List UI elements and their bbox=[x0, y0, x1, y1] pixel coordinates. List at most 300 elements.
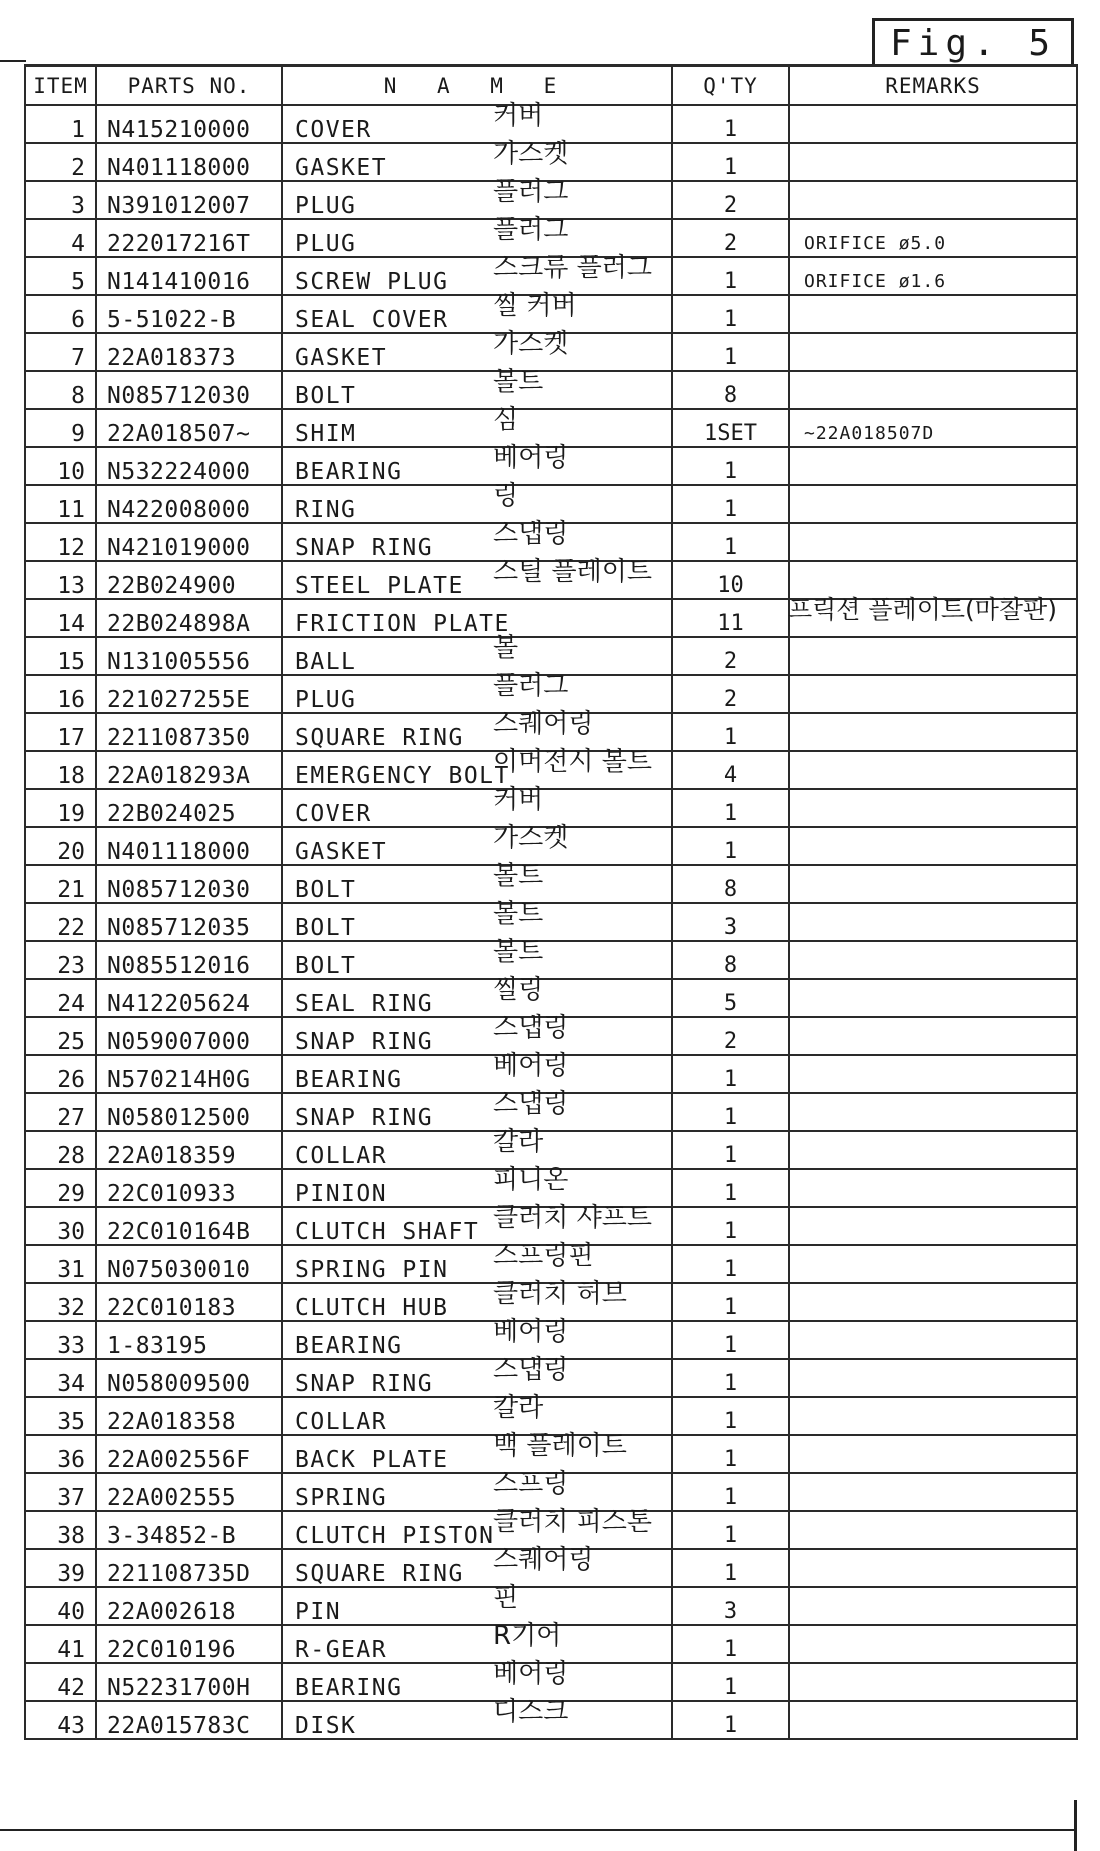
part-name bbox=[282, 1621, 672, 1663]
item-number bbox=[25, 219, 96, 257]
part-number-text: N401118000 bbox=[107, 839, 251, 865]
item-number-text: 42 bbox=[57, 1675, 85, 1701]
part-number-text: 22C010164B bbox=[107, 1219, 251, 1245]
remarks-text: ORIFICE ø1.6 bbox=[804, 271, 947, 292]
part-number bbox=[96, 523, 282, 561]
part-name bbox=[282, 1583, 672, 1625]
table-row bbox=[25, 1663, 1077, 1701]
korean-name: 스냅링 bbox=[493, 519, 569, 549]
part-name bbox=[282, 443, 672, 485]
part-number-text: N059007000 bbox=[107, 1029, 251, 1055]
table-row bbox=[25, 751, 1077, 789]
part-name bbox=[282, 1545, 672, 1587]
item-number-text: 11 bbox=[57, 497, 85, 523]
table-row bbox=[25, 637, 1077, 675]
quantity bbox=[672, 447, 789, 485]
item-number bbox=[25, 523, 96, 561]
part-number-text: N415210000 bbox=[107, 117, 251, 143]
item-number bbox=[25, 941, 96, 979]
part-name bbox=[282, 709, 672, 751]
part-name-text: PLUG bbox=[295, 231, 357, 257]
item-number bbox=[25, 257, 96, 295]
item-number bbox=[25, 1093, 96, 1131]
remarks bbox=[789, 1701, 1077, 1739]
item-number-text: 33 bbox=[57, 1333, 85, 1359]
part-name-text: SEAL COVER bbox=[295, 307, 449, 333]
korean-name: 스프링 bbox=[493, 1469, 569, 1499]
item-number-text: 39 bbox=[57, 1561, 85, 1587]
item-number bbox=[25, 1283, 96, 1321]
part-number-text: 22B024898A bbox=[107, 611, 251, 637]
item-number-text: 16 bbox=[57, 687, 85, 713]
table-row bbox=[25, 447, 1077, 485]
header-remarks: REMARKS bbox=[789, 66, 1077, 106]
part-number-text: 22B024900 bbox=[107, 573, 237, 599]
remarks bbox=[789, 1055, 1077, 1093]
item-number bbox=[25, 1397, 96, 1435]
part-name-text: SNAP RING bbox=[295, 1371, 434, 1397]
table-row bbox=[25, 1397, 1077, 1435]
part-number-text: 5-51022-B bbox=[107, 307, 237, 333]
remarks bbox=[789, 1587, 1077, 1625]
item-number-text: 8 bbox=[71, 383, 85, 409]
part-number-text: N52231700H bbox=[107, 1675, 251, 1701]
table-row bbox=[25, 181, 1077, 219]
remarks bbox=[789, 105, 1077, 143]
part-number-text: 22B024025 bbox=[107, 801, 237, 827]
part-name bbox=[282, 1317, 672, 1359]
quantity bbox=[672, 371, 789, 409]
quantity bbox=[672, 1359, 789, 1397]
quantity bbox=[672, 561, 789, 599]
korean-name: 이머전시 볼트 bbox=[493, 747, 652, 777]
part-name bbox=[282, 633, 672, 675]
item-number-text: 2 bbox=[71, 155, 85, 181]
korean-name: 스퀘어링 bbox=[493, 1545, 594, 1575]
item-number bbox=[25, 1587, 96, 1625]
remarks bbox=[788, 595, 1077, 637]
korean-name: 플러그 bbox=[493, 177, 569, 207]
item-number-text: 10 bbox=[57, 459, 85, 485]
part-number bbox=[96, 1169, 282, 1207]
part-name bbox=[282, 101, 672, 143]
part-number bbox=[96, 637, 282, 675]
part-name-text: SQUARE RING bbox=[295, 725, 464, 751]
item-number-text: 41 bbox=[57, 1637, 85, 1663]
remarks bbox=[789, 827, 1077, 865]
quantity-text: 1 bbox=[723, 117, 738, 142]
quantity-text: 1 bbox=[723, 459, 738, 484]
remarks bbox=[789, 1473, 1077, 1511]
quantity bbox=[672, 1701, 789, 1739]
part-name bbox=[282, 329, 672, 371]
part-name bbox=[282, 1279, 672, 1321]
figure-label: Fig. 5 bbox=[872, 18, 1074, 64]
korean-name: 스퀘어링 bbox=[493, 709, 594, 739]
header-item: ITEM bbox=[25, 66, 96, 106]
part-number bbox=[96, 789, 282, 827]
part-name-text: GASKET bbox=[295, 839, 388, 865]
part-name bbox=[282, 671, 672, 713]
item-number-text: 18 bbox=[57, 763, 85, 789]
part-number bbox=[96, 1207, 282, 1245]
quantity-text: 3 bbox=[723, 1599, 738, 1624]
item-number bbox=[25, 105, 96, 143]
quantity bbox=[672, 827, 789, 865]
item-number-text: 29 bbox=[57, 1181, 85, 1207]
quantity bbox=[672, 941, 789, 979]
table-row bbox=[25, 1207, 1077, 1245]
item-number bbox=[25, 333, 96, 371]
korean-name: 칼라 bbox=[493, 1393, 544, 1423]
quantity bbox=[672, 1207, 789, 1245]
remarks bbox=[789, 1207, 1077, 1245]
part-number-text: N058012500 bbox=[107, 1105, 251, 1131]
part-name-text: SCREW PLUG bbox=[295, 269, 449, 295]
remarks bbox=[789, 1131, 1077, 1169]
remarks bbox=[789, 561, 1077, 599]
korean-name: 커버 bbox=[493, 101, 544, 131]
part-name-text: SQUARE RING bbox=[295, 1561, 464, 1587]
korean-name: 베어링 bbox=[493, 443, 569, 473]
item-number bbox=[25, 1321, 96, 1359]
table-row bbox=[25, 1549, 1077, 1587]
korean-name: 디스크 bbox=[493, 1697, 569, 1727]
item-number bbox=[25, 371, 96, 409]
quantity bbox=[672, 295, 789, 333]
quantity-text: 10 bbox=[717, 573, 744, 598]
item-number-text: 7 bbox=[71, 345, 85, 371]
item-number bbox=[25, 1055, 96, 1093]
part-name-text: PLUG bbox=[295, 687, 357, 713]
part-name bbox=[282, 1241, 672, 1283]
part-number-text: 22A018359 bbox=[107, 1143, 237, 1169]
part-name-text: EMERGENCY BOLT bbox=[295, 763, 510, 789]
korean-remarks: 프릭션 플레이트(마찰판) bbox=[788, 595, 1057, 624]
part-name bbox=[282, 253, 672, 295]
part-name bbox=[282, 1355, 672, 1397]
quantity-text: 4 bbox=[723, 763, 738, 788]
table-header-row bbox=[25, 66, 1077, 106]
table-row bbox=[25, 1169, 1077, 1207]
part-number-text: 2211087350 bbox=[107, 725, 251, 751]
part-number-text: N422008000 bbox=[107, 497, 251, 523]
quantity-text: 1 bbox=[723, 1143, 738, 1168]
part-number bbox=[96, 1473, 282, 1511]
remarks bbox=[789, 865, 1077, 903]
quantity-text: 5 bbox=[723, 991, 738, 1016]
quantity-text: 1 bbox=[723, 307, 738, 332]
table-row bbox=[25, 257, 1077, 295]
part-number-text: N570214H0G bbox=[107, 1067, 251, 1093]
item-number-text: 3 bbox=[71, 193, 85, 219]
korean-name: 베어링 bbox=[493, 1659, 569, 1689]
quantity bbox=[672, 903, 789, 941]
part-number-text: N141410016 bbox=[107, 269, 251, 295]
part-name bbox=[282, 1431, 672, 1473]
quantity bbox=[672, 1511, 789, 1549]
part-name bbox=[282, 139, 672, 181]
remarks bbox=[789, 1359, 1077, 1397]
part-name-text: RING bbox=[295, 497, 357, 523]
part-number bbox=[96, 903, 282, 941]
part-name bbox=[282, 1697, 672, 1739]
remarks bbox=[789, 675, 1077, 713]
item-number-text: 24 bbox=[57, 991, 85, 1017]
part-name-text: CLUTCH SHAFT bbox=[295, 1219, 480, 1245]
part-number bbox=[96, 941, 282, 979]
item-number bbox=[25, 1245, 96, 1283]
korean-name: 씰링 bbox=[493, 975, 544, 1005]
part-number bbox=[96, 333, 282, 371]
table-row bbox=[25, 1245, 1077, 1283]
part-number-text: N085512016 bbox=[107, 953, 251, 979]
quantity-text: 8 bbox=[723, 383, 738, 408]
part-name-text: COVER bbox=[295, 801, 372, 827]
part-number bbox=[96, 751, 282, 789]
part-name-text: SNAP RING bbox=[295, 1105, 434, 1131]
korean-name: 피니온 bbox=[493, 1165, 569, 1195]
item-number-text: 15 bbox=[57, 649, 85, 675]
korean-name: 볼트 bbox=[493, 899, 544, 929]
quantity-text: 1SET bbox=[704, 421, 757, 446]
quantity-text: 2 bbox=[723, 193, 738, 218]
table-row bbox=[25, 1359, 1077, 1397]
part-name bbox=[282, 747, 672, 789]
part-name bbox=[282, 1127, 672, 1169]
part-number bbox=[96, 1435, 282, 1473]
quantity bbox=[672, 143, 789, 181]
part-number-text: 22A018507~ bbox=[107, 421, 251, 447]
part-number-text: 22A002556F bbox=[107, 1447, 251, 1473]
korean-name: 가스켓 bbox=[493, 329, 569, 359]
item-number bbox=[25, 865, 96, 903]
part-number bbox=[96, 485, 282, 523]
item-number-text: 27 bbox=[57, 1105, 85, 1131]
part-number bbox=[96, 1397, 282, 1435]
korean-name: 스냅링 bbox=[493, 1089, 569, 1119]
remarks bbox=[789, 1549, 1077, 1587]
item-number bbox=[25, 295, 96, 333]
table-row bbox=[25, 143, 1077, 181]
part-number bbox=[96, 1283, 282, 1321]
remarks bbox=[789, 1169, 1077, 1207]
part-name-text: BEARING bbox=[295, 1675, 403, 1701]
korean-name: 볼트 bbox=[493, 937, 544, 967]
table-row bbox=[25, 1587, 1077, 1625]
quantity bbox=[672, 979, 789, 1017]
quantity-text: 1 bbox=[723, 1523, 738, 1548]
item-number bbox=[25, 409, 96, 447]
quantity bbox=[672, 865, 789, 903]
remarks bbox=[789, 1397, 1077, 1435]
part-number bbox=[96, 713, 282, 751]
part-number-text: N058009500 bbox=[107, 1371, 251, 1397]
item-number bbox=[25, 1473, 96, 1511]
part-number bbox=[96, 1245, 282, 1283]
quantity-text: 11 bbox=[717, 611, 744, 636]
remarks bbox=[789, 789, 1077, 827]
item-number bbox=[25, 561, 96, 599]
item-number bbox=[25, 979, 96, 1017]
korean-name: 볼 bbox=[493, 633, 519, 663]
part-name-text: SNAP RING bbox=[295, 1029, 434, 1055]
quantity-text: 2 bbox=[723, 231, 738, 256]
part-number bbox=[96, 1017, 282, 1055]
part-number-text: 22A018293A bbox=[107, 763, 251, 789]
item-number-text: 6 bbox=[71, 307, 85, 333]
remarks bbox=[789, 1321, 1077, 1359]
part-number bbox=[96, 181, 282, 219]
remarks bbox=[789, 1435, 1077, 1473]
part-name-text: BOLT bbox=[295, 915, 357, 941]
table-row bbox=[25, 295, 1077, 333]
item-number-text: 14 bbox=[57, 611, 85, 637]
table-row bbox=[25, 1625, 1077, 1663]
part-number bbox=[96, 599, 282, 637]
remarks bbox=[789, 371, 1077, 409]
item-number bbox=[25, 143, 96, 181]
remarks bbox=[789, 1017, 1077, 1055]
part-number-text: N391012007 bbox=[107, 193, 251, 219]
item-number-text: 40 bbox=[57, 1599, 85, 1625]
item-number-text: 28 bbox=[57, 1143, 85, 1169]
quantity-text: 3 bbox=[723, 915, 738, 940]
item-number-text: 35 bbox=[57, 1409, 85, 1435]
part-number bbox=[96, 1549, 282, 1587]
part-number-text: 22A015783C bbox=[107, 1713, 251, 1739]
part-name-text: SPRING bbox=[295, 1485, 388, 1511]
part-number bbox=[96, 1511, 282, 1549]
korean-name: 베어링 bbox=[493, 1051, 569, 1081]
quantity bbox=[672, 485, 789, 523]
quantity bbox=[672, 1397, 789, 1435]
item-number-text: 34 bbox=[57, 1371, 85, 1397]
part-number bbox=[96, 561, 282, 599]
quantity-text: 1 bbox=[723, 1257, 738, 1282]
item-number bbox=[25, 1169, 96, 1207]
table-row bbox=[25, 1055, 1077, 1093]
part-number bbox=[96, 827, 282, 865]
korean-name: 가스켓 bbox=[493, 139, 569, 169]
table-row bbox=[25, 485, 1077, 523]
part-name bbox=[282, 861, 672, 903]
part-number-text: 222017216T bbox=[107, 231, 251, 257]
quantity bbox=[672, 751, 789, 789]
table-row bbox=[25, 1017, 1077, 1055]
remarks bbox=[789, 1663, 1077, 1701]
quantity bbox=[672, 1093, 789, 1131]
part-number-text: N085712030 bbox=[107, 383, 251, 409]
item-number-text: 36 bbox=[57, 1447, 85, 1473]
remarks bbox=[789, 713, 1077, 751]
header-qty: Q'TY bbox=[672, 66, 789, 106]
part-name-text: BACK PLATE bbox=[295, 1447, 449, 1473]
part-name-text: BEARING bbox=[295, 1333, 403, 1359]
part-number bbox=[96, 143, 282, 181]
quantity-text: 1 bbox=[723, 1333, 738, 1358]
part-number bbox=[96, 1663, 282, 1701]
table-row bbox=[25, 1701, 1077, 1739]
part-name bbox=[282, 1051, 672, 1093]
part-name bbox=[282, 1659, 672, 1701]
remarks bbox=[789, 1283, 1077, 1321]
part-number bbox=[96, 1625, 282, 1663]
part-name bbox=[282, 291, 672, 333]
quantity-text: 1 bbox=[723, 839, 738, 864]
quantity-text: 1 bbox=[723, 269, 738, 294]
table-row bbox=[25, 789, 1077, 827]
quantity bbox=[672, 1625, 789, 1663]
item-number-text: 22 bbox=[57, 915, 85, 941]
remarks bbox=[789, 447, 1077, 485]
remarks bbox=[789, 941, 1077, 979]
korean-name: 스냅링 bbox=[493, 1355, 569, 1385]
quantity-text: 8 bbox=[723, 877, 738, 902]
part-number bbox=[96, 865, 282, 903]
korean-name: 클러치 허브 bbox=[493, 1279, 627, 1309]
table-row bbox=[25, 561, 1077, 599]
part-name bbox=[282, 1013, 672, 1055]
part-name-text: STEEL PLATE bbox=[295, 573, 464, 599]
quantity-text: 1 bbox=[723, 497, 738, 522]
part-number bbox=[96, 979, 282, 1017]
table-row bbox=[25, 523, 1077, 561]
part-name-text: BOLT bbox=[295, 953, 357, 979]
part-number bbox=[96, 257, 282, 295]
item-number bbox=[25, 1663, 96, 1701]
part-number bbox=[96, 675, 282, 713]
item-number bbox=[25, 675, 96, 713]
table-row bbox=[25, 1093, 1077, 1131]
item-number bbox=[25, 1207, 96, 1245]
item-number bbox=[25, 789, 96, 827]
part-number bbox=[96, 1321, 282, 1359]
korean-name: 플러그 bbox=[493, 671, 569, 701]
item-number bbox=[25, 485, 96, 523]
item-number-text: 38 bbox=[57, 1523, 85, 1549]
korean-name: 스프링핀 bbox=[493, 1241, 594, 1271]
korean-name: 스틸 플레이트 bbox=[493, 557, 652, 587]
part-number-text: N085712035 bbox=[107, 915, 251, 941]
remarks bbox=[789, 409, 1077, 447]
remarks bbox=[789, 523, 1077, 561]
item-number bbox=[25, 181, 96, 219]
part-name bbox=[282, 367, 672, 409]
item-number-text: 13 bbox=[57, 573, 85, 599]
item-number bbox=[25, 599, 96, 637]
table-row bbox=[25, 599, 1077, 637]
quantity bbox=[672, 1017, 789, 1055]
korean-name: 심 bbox=[493, 405, 519, 435]
part-name-text: PLUG bbox=[295, 193, 357, 219]
part-number-text: N412205624 bbox=[107, 991, 251, 1017]
part-name-text: R-GEAR bbox=[295, 1637, 388, 1663]
table-row bbox=[25, 1435, 1077, 1473]
item-number bbox=[25, 713, 96, 751]
item-number bbox=[25, 1549, 96, 1587]
quantity-text: 2 bbox=[723, 649, 738, 674]
item-number-text: 25 bbox=[57, 1029, 85, 1055]
part-name bbox=[282, 1203, 672, 1245]
header-parts-no: PARTS NO. bbox=[96, 66, 282, 106]
item-number-text: 23 bbox=[57, 953, 85, 979]
part-name bbox=[282, 1469, 672, 1511]
part-name-text: SHIM bbox=[295, 421, 357, 447]
part-name-text: DISK bbox=[295, 1713, 357, 1739]
part-name-text: CLUTCH PISTON bbox=[295, 1523, 495, 1549]
item-number bbox=[25, 1701, 96, 1739]
